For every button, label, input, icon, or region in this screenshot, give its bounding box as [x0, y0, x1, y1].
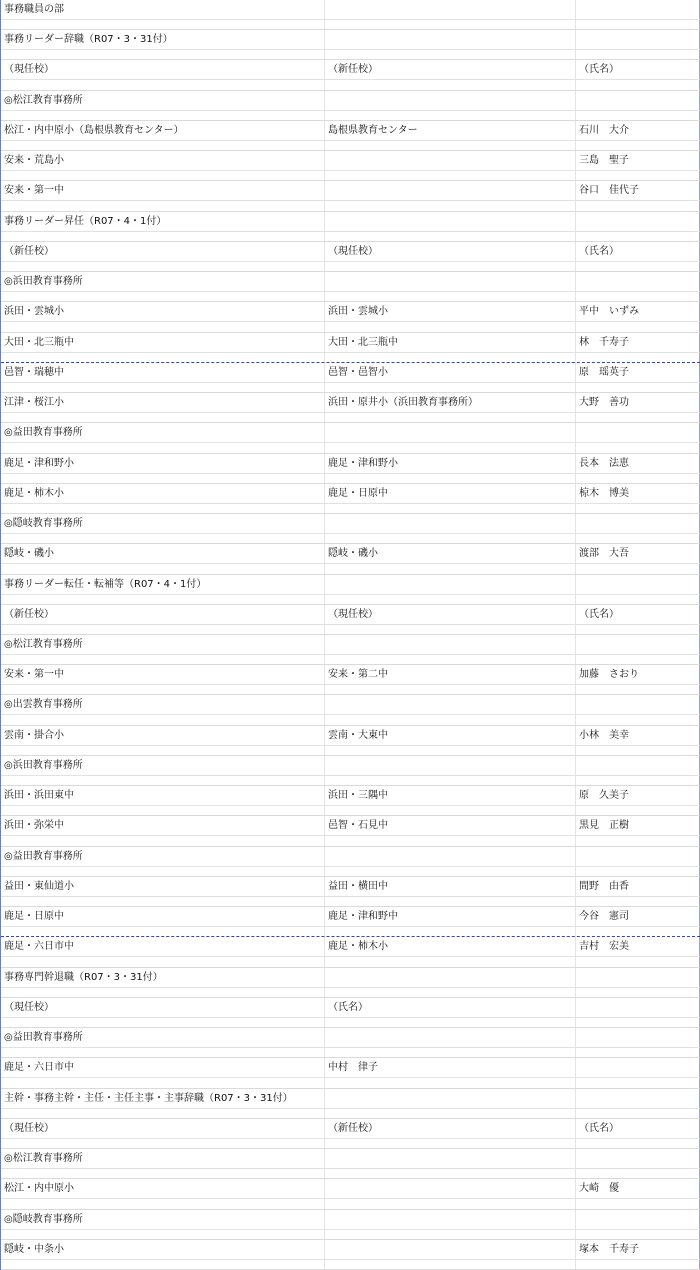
cell-c3[interactable]: [579, 999, 697, 1016]
row-gridline: [1, 987, 700, 988]
cell-c1[interactable]: 松江・内中原小（島根県教育センター）: [4, 124, 184, 136]
cell-c1[interactable]: （現任校）: [4, 64, 54, 76]
cell-c3[interactable]: [579, 848, 697, 865]
cell-c2[interactable]: [328, 848, 573, 865]
cell-c2[interactable]: [328, 31, 573, 48]
cell-c1[interactable]: 安来・荒島小: [4, 155, 64, 167]
row-gridline: [1, 321, 700, 322]
table-row: [1, 1210, 700, 1240]
row-gridline: [1, 19, 700, 20]
cell-c2[interactable]: 鹿足・日原中: [328, 487, 388, 499]
row-gridline: [1, 1198, 700, 1199]
cell-c2[interactable]: （新任校）: [328, 1122, 378, 1134]
cell-c2[interactable]: [328, 424, 573, 441]
row-gridline: [1, 624, 700, 625]
table-row: [1, 1119, 700, 1149]
cell-c3[interactable]: 長本 法恵: [579, 457, 629, 469]
cell-c3[interactable]: 間野 由香: [579, 880, 629, 892]
cell-c2[interactable]: 安来・第二中: [328, 669, 388, 681]
cell-c1[interactable]: 邑智・瑞穂中: [4, 366, 64, 378]
cell-c3[interactable]: 吉村 宏美: [579, 941, 629, 953]
cell-c1[interactable]: 江津・桜江小: [4, 397, 64, 409]
row-gridline: [1, 1138, 700, 1139]
cell-c3[interactable]: [579, 636, 697, 653]
cell-c3[interactable]: 原 瑶英子: [579, 366, 629, 378]
cell-c1[interactable]: 隠岐・中条小: [4, 1243, 64, 1255]
cell-c1[interactable]: ◎隠岐教育事務所: [4, 1213, 83, 1225]
cell-c1[interactable]: （新任校）: [4, 245, 54, 257]
cell-c1[interactable]: 浜田・浜田東中: [4, 790, 74, 802]
row-gridline: [1, 1229, 700, 1230]
cell-c2[interactable]: （氏名）: [328, 1001, 368, 1013]
cell-c1[interactable]: 鹿足・津和野小: [4, 457, 74, 469]
cell-c3[interactable]: 塚本 千寿子: [579, 1243, 639, 1255]
cell-c3[interactable]: 原 久美子: [579, 790, 629, 802]
cell-c3[interactable]: [579, 696, 697, 713]
cell-c2[interactable]: [328, 92, 573, 109]
table-row: [1, 1179, 700, 1209]
cell-c3[interactable]: [579, 92, 697, 109]
row-gridline: [1, 896, 700, 897]
table-row: [1, 1240, 700, 1270]
table-row: [1, 847, 700, 877]
cell-c2[interactable]: 益田・横田中: [328, 880, 388, 892]
cell-c1[interactable]: 浜田・弥栄中: [4, 820, 64, 832]
cell-c3[interactable]: [579, 213, 697, 230]
table-row: [1, 1058, 700, 1088]
row-gridline: [1, 563, 700, 564]
cell-c2[interactable]: [328, 1241, 573, 1258]
row-gridline: [1, 412, 700, 413]
row-gridline: [1, 291, 700, 292]
table-row: [1, 665, 700, 695]
cell-c2[interactable]: 鹿足・柿木小: [328, 941, 388, 953]
cell-c3[interactable]: 谷口 佳代子: [579, 185, 639, 197]
row-gridline: [1, 926, 700, 927]
cell-c2[interactable]: [328, 182, 573, 199]
cell-c1[interactable]: （現任校）: [4, 1001, 54, 1013]
cell-c2[interactable]: （現任校）: [328, 608, 378, 620]
cell-c3[interactable]: 加藤 さおり: [579, 669, 639, 681]
cell-c1[interactable]: 事務リーダー辞職（R07・3・31付）: [4, 34, 173, 46]
row-gridline: [1, 1259, 700, 1260]
cell-c2[interactable]: [328, 1029, 573, 1046]
table-row: [1, 544, 700, 574]
row-gridline: [1, 594, 700, 595]
row-gridline: [1, 473, 700, 474]
cell-c1[interactable]: ◎益田教育事務所: [4, 850, 83, 862]
table-row: [1, 423, 700, 453]
row-gridline: [1, 654, 700, 655]
cell-c3[interactable]: （氏名）: [579, 64, 619, 76]
row-gridline: [1, 714, 700, 715]
table-row: [1, 998, 700, 1028]
cell-c3[interactable]: 大野 善功: [579, 397, 629, 409]
cell-c2[interactable]: 島根県教育センター: [328, 124, 418, 136]
cell-c2[interactable]: （新任校）: [328, 64, 378, 76]
cell-c3[interactable]: 渡部 大吾: [579, 548, 629, 560]
row-gridline: [1, 684, 700, 685]
cell-c3[interactable]: [579, 1090, 697, 1107]
cell-c3[interactable]: （氏名）: [579, 608, 619, 620]
table-row: [1, 695, 700, 725]
cell-c1[interactable]: 事務専門幹退職（R07・3・31付）: [4, 971, 163, 983]
cell-c2[interactable]: 鹿足・津和野小: [328, 457, 398, 469]
cell-c1[interactable]: 隠岐・磯小: [4, 548, 54, 560]
row-gridline: [1, 1168, 700, 1169]
table-row: [1, 60, 700, 90]
table-row: [1, 937, 700, 967]
cell-c3[interactable]: [579, 515, 697, 532]
cell-c1[interactable]: 鹿足・柿木小: [4, 487, 64, 499]
cell-c3[interactable]: 大崎 優: [579, 1183, 619, 1195]
table-row: [1, 393, 700, 423]
cell-c1[interactable]: （現任校）: [4, 1122, 54, 1134]
table-row: [1, 91, 700, 121]
cell-c2[interactable]: [328, 757, 573, 774]
table-row: [1, 635, 700, 665]
row-gridline: [1, 231, 700, 232]
row-gridline: [1, 1108, 700, 1109]
cell-c2[interactable]: 邑智・石見中: [328, 820, 388, 832]
table-row: [1, 1028, 700, 1058]
table-row: [1, 302, 700, 332]
cell-c2[interactable]: 浜田・原井小（浜田教育事務所）: [328, 397, 478, 409]
table-row: [1, 1149, 700, 1179]
cell-c2[interactable]: [328, 515, 573, 532]
cell-c3[interactable]: 三島 聖子: [579, 155, 629, 167]
cell-c3[interactable]: [579, 969, 697, 986]
cell-c1[interactable]: 安来・第一中: [4, 185, 64, 197]
cell-c3[interactable]: 小林 美幸: [579, 729, 629, 741]
cell-c2[interactable]: [328, 969, 573, 986]
cell-c3[interactable]: [579, 424, 697, 441]
cell-c1[interactable]: ◎松江教育事務所: [4, 94, 83, 106]
row-gridline: [1, 170, 700, 171]
table-row: [1, 726, 700, 756]
table-row: [1, 605, 700, 635]
table-row: [1, 121, 700, 151]
row-gridline: [1, 140, 700, 141]
cell-c3[interactable]: 椋木 博美: [579, 487, 629, 499]
table-row: [1, 242, 700, 272]
table-row: [1, 968, 700, 998]
cell-c1[interactable]: ◎松江教育事務所: [4, 639, 83, 650]
cell-c2[interactable]: （現任校）: [328, 245, 378, 257]
table-row: [1, 0, 700, 30]
cell-c3[interactable]: [579, 1, 697, 18]
table-row: [1, 363, 700, 393]
cell-c3[interactable]: [579, 273, 697, 290]
row-gridline: [1, 79, 700, 80]
table-row: [1, 877, 700, 907]
cell-c3[interactable]: （氏名）: [579, 1122, 619, 1134]
table-row: [1, 786, 700, 816]
row-gridline: [1, 805, 700, 806]
row-gridline: [1, 775, 700, 776]
cell-c1[interactable]: 松江・内中原小: [4, 1183, 74, 1195]
cell-c2[interactable]: 大田・北三瓶中: [328, 336, 398, 348]
cell-c2[interactable]: 邑智・邑智小: [328, 366, 388, 378]
row-gridline: [1, 49, 700, 50]
row-gridline: [1, 382, 700, 383]
row-gridline: [1, 261, 700, 262]
cell-c1[interactable]: ◎隠岐教育事務所: [4, 518, 83, 530]
row-gridline: [1, 835, 700, 836]
cell-c1[interactable]: ◎益田教育事務所: [4, 427, 83, 439]
cell-c1[interactable]: 安来・第一中: [4, 669, 64, 681]
cell-c2[interactable]: 中村 律子: [328, 1062, 378, 1074]
table-row: [1, 484, 700, 514]
table-row: [1, 212, 700, 242]
row-gridline: [1, 352, 700, 353]
cell-c1[interactable]: 鹿足・六日市中: [4, 1062, 74, 1074]
cell-c2[interactable]: [328, 576, 573, 593]
cell-c3[interactable]: 今谷 憲司: [579, 911, 629, 923]
cell-c2[interactable]: [328, 636, 573, 653]
cell-c2[interactable]: [328, 1150, 573, 1167]
cell-c2[interactable]: [328, 273, 573, 290]
cell-c2[interactable]: 浜田・雲城小: [328, 306, 388, 318]
table-row: [1, 756, 700, 786]
cell-c2[interactable]: [328, 1, 573, 18]
cell-c2[interactable]: 雲南・大東中: [328, 729, 388, 741]
table-row: [1, 181, 700, 211]
cell-c1[interactable]: ◎益田教育事務所: [4, 1032, 83, 1044]
cell-c1[interactable]: ◎浜田教育事務所: [4, 759, 83, 771]
cell-c1[interactable]: （新任校）: [4, 608, 54, 620]
table-row: [1, 1089, 700, 1119]
row-gridline: [1, 1077, 700, 1078]
table-row: [1, 333, 700, 363]
cell-c1[interactable]: 事務リーダー転任・転補等（R07・4・1付）: [4, 578, 207, 590]
cell-c1[interactable]: 浜田・雲城小: [4, 306, 64, 318]
row-gridline: [1, 200, 700, 201]
cell-c3[interactable]: 黒見 正樹: [579, 820, 629, 832]
cell-c2[interactable]: [328, 213, 573, 230]
row-gridline: [1, 1017, 700, 1018]
cell-c3[interactable]: [579, 1029, 697, 1046]
cell-c3[interactable]: [579, 31, 697, 48]
cell-c1[interactable]: 益田・東仙道小: [4, 880, 74, 892]
row-gridline: [1, 503, 700, 504]
cell-c2[interactable]: 隠岐・磯小: [328, 548, 378, 560]
cell-c1[interactable]: 事務職員の部: [4, 4, 64, 15]
cell-c3[interactable]: [579, 576, 697, 593]
row-gridline: [1, 745, 700, 746]
table-row: [1, 30, 700, 60]
row-gridline: [1, 1047, 700, 1048]
cell-c3[interactable]: （氏名）: [579, 245, 619, 257]
row-gridline: [1, 956, 700, 957]
row-gridline: [1, 442, 700, 443]
row-gridline: [1, 110, 700, 111]
cell-c2[interactable]: [328, 1211, 573, 1228]
cell-c3[interactable]: [579, 757, 697, 774]
row-gridline: [1, 866, 700, 867]
table-row: [1, 454, 700, 484]
cell-c3[interactable]: [579, 1150, 697, 1167]
cell-c1[interactable]: ◎松江教育事務所: [4, 1153, 83, 1165]
cell-c2[interactable]: 鹿足・津和野中: [328, 911, 398, 923]
cell-c3[interactable]: 林 千寿子: [579, 336, 629, 348]
cell-c1[interactable]: 主幹・事務主幹・主任・主任主事・主事辞職（R07・3・31付）: [4, 1092, 293, 1104]
cell-c1[interactable]: 雲南・掛合小: [4, 729, 64, 741]
cell-c1[interactable]: 鹿足・六日市中: [4, 941, 74, 953]
cell-c2[interactable]: [328, 1180, 573, 1197]
table-row: [1, 575, 700, 605]
table-row: [1, 272, 700, 302]
cell-c3[interactable]: 石川 大介: [579, 124, 629, 136]
row-gridline: [1, 533, 700, 534]
cell-c1[interactable]: 鹿足・日原中: [4, 911, 64, 923]
cell-c2[interactable]: [328, 152, 573, 169]
cell-c2[interactable]: 浜田・三隅中: [328, 790, 388, 802]
table-row: [1, 514, 700, 544]
table-row: [1, 816, 700, 846]
cell-c1[interactable]: 大田・北三瓶中: [4, 336, 74, 348]
cell-c3[interactable]: [579, 1059, 697, 1076]
cell-c1[interactable]: 事務リーダー昇任（R07・4・1付）: [4, 215, 167, 227]
table-row: [1, 151, 700, 181]
cell-c3[interactable]: [579, 1211, 697, 1228]
table-row: [1, 907, 700, 937]
cell-c3[interactable]: 平中 いずみ: [579, 306, 639, 318]
cell-c1[interactable]: ◎浜田教育事務所: [4, 276, 83, 288]
cell-c1[interactable]: ◎出雲教育事務所: [4, 699, 83, 711]
cell-c2[interactable]: [328, 1090, 573, 1107]
cell-c2[interactable]: [328, 696, 573, 713]
